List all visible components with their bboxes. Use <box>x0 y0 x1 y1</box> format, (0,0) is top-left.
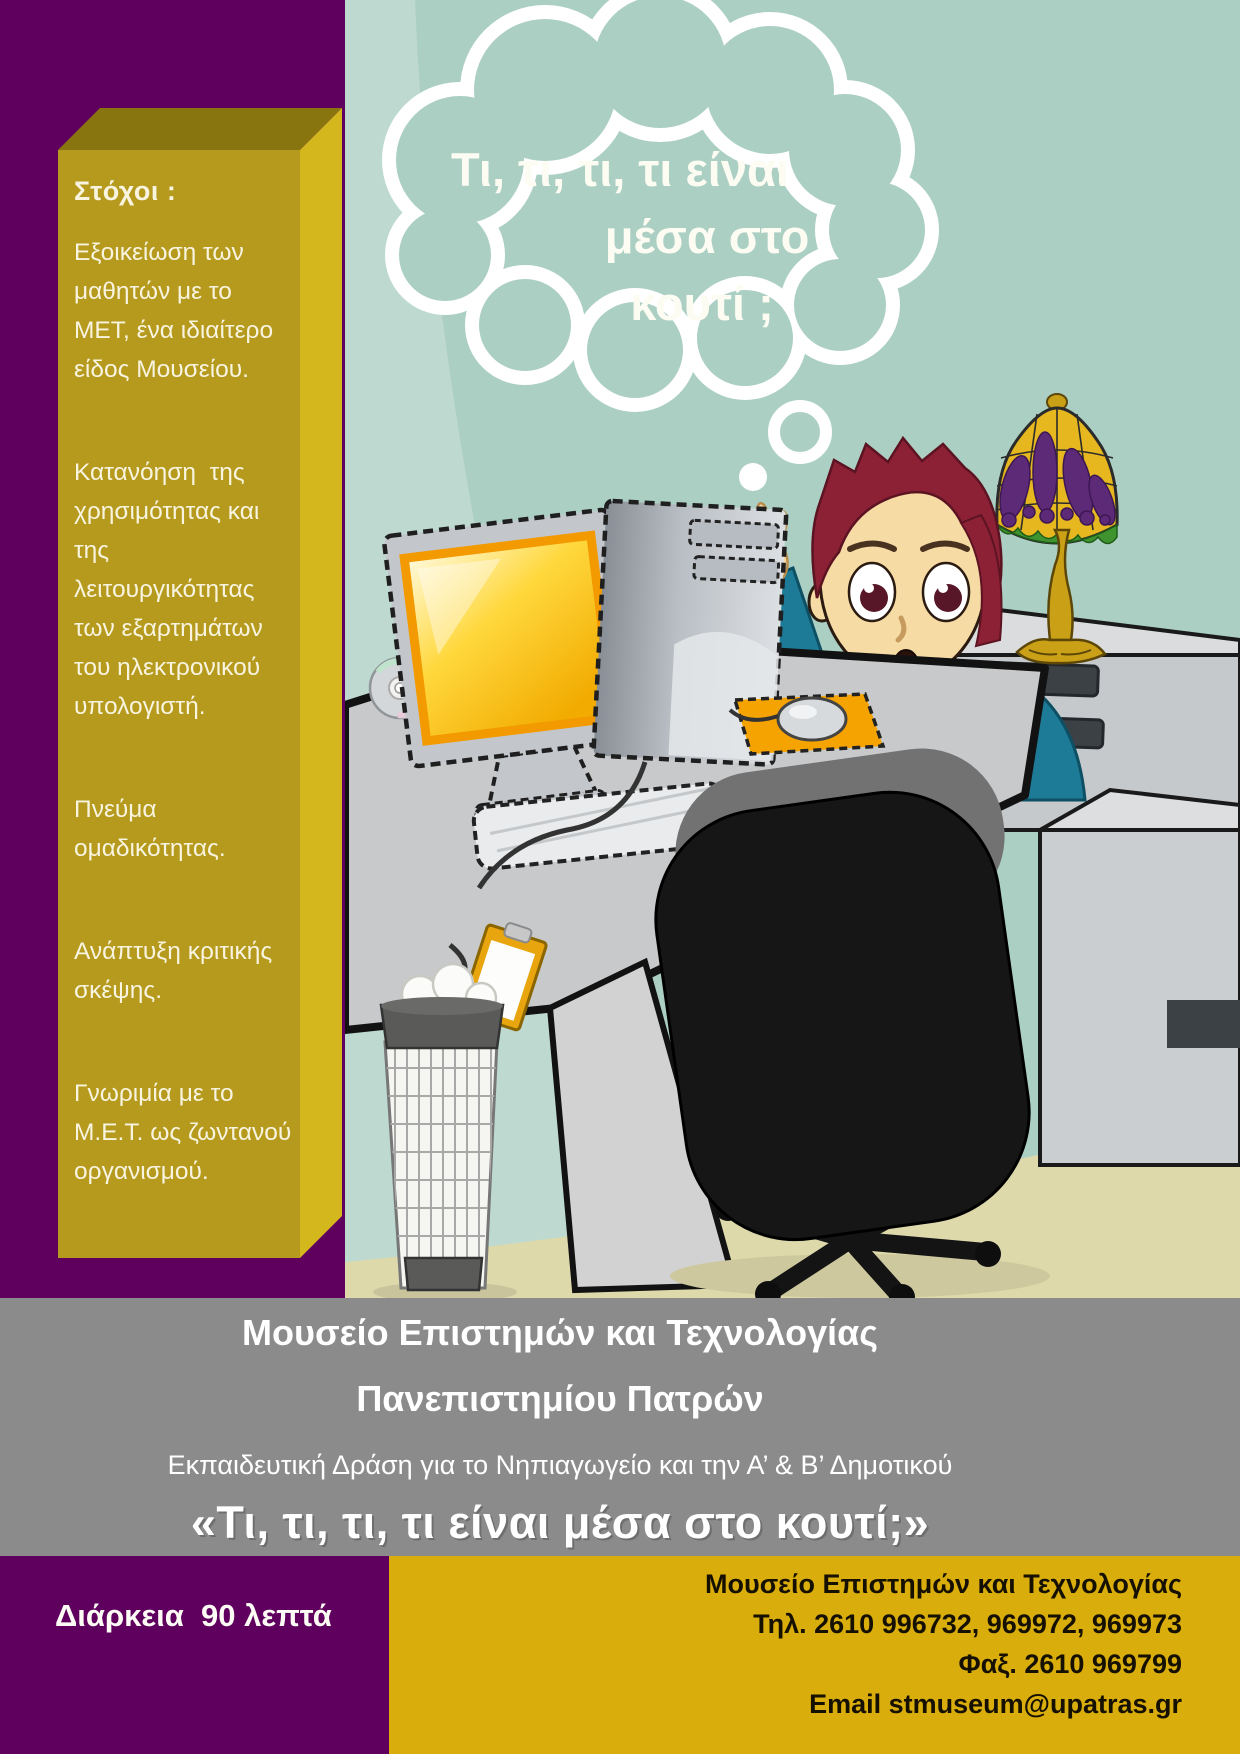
bubble-line-1: Τι, τι, τι, τι είναι <box>451 143 789 196</box>
objective-item: Ανάπτυξη κριτικής σκέψης. <box>74 938 279 1004</box>
illustration <box>345 0 1240 1298</box>
tower-vent-slot <box>694 556 779 582</box>
bubble-line-3: κουτί ; <box>630 277 774 330</box>
banner-subtitle: Εκπαιδευτική Δράση για το Νηπιαγωγείο και την Α’ & Β’ Δημοτικού <box>167 1450 953 1480</box>
contact-phone: Τηλ. 2610 996732, 969972, 969973 <box>753 1609 1182 1639</box>
bubble-line-2: μέσα στο <box>604 210 810 263</box>
objectives-panel <box>58 150 304 1255</box>
museum-title-line2: Πανεπιστημίου Πατρών <box>356 1378 764 1419</box>
contact-email: Email stmuseum@upatras.gr <box>809 1689 1182 1719</box>
trash-rim-top <box>381 997 503 1015</box>
gold-box-side-face <box>300 108 342 1258</box>
activity-title: «Τι, τι, τι, τι είναι μέσα στο κουτί;» <box>190 1497 930 1548</box>
sidebar <box>0 0 345 1298</box>
tower-vent-slot <box>690 520 779 549</box>
objective-item: Γνωριμία με το Μ.Ε.Τ. ως ζωντανού οργανισμού. <box>74 1080 299 1185</box>
footer-contact-block <box>389 1556 1240 1754</box>
trash-bottom-band <box>405 1258 482 1290</box>
lower-unit-handle-slot <box>1167 1000 1240 1048</box>
objectives-heading: Στόχοι : <box>74 176 177 206</box>
duration-label: Διάρκεια 90 λεπτά <box>55 1598 332 1633</box>
museum-title-line1: Μουσείο Επιστημών και Τεχνολογίας <box>242 1312 878 1353</box>
contact-fax: Φαξ. 2610 969799 <box>958 1649 1182 1679</box>
contact-name: Μουσείο Επιστημών και Τεχνολογίας <box>705 1569 1182 1599</box>
objective-item: Κατανόηση της χρησιμότητας και της λειτουργικότητας των εξαρτημάτων του ηλεκτρονικού υπολογιστή. <box>74 459 270 720</box>
mouse <box>778 698 846 740</box>
banner <box>0 1298 1240 1556</box>
gold-box-top-face <box>58 108 342 150</box>
chair-back <box>642 778 1044 1254</box>
lower-unit-front <box>1040 830 1240 1165</box>
bubble-trail-dot <box>739 463 767 491</box>
mouse-highlight <box>789 705 817 719</box>
trash-body <box>385 1042 497 1288</box>
footer-duration-block <box>0 1556 389 1754</box>
objective-item: Πνεύμα ομαδικότητας. <box>74 796 226 862</box>
objective-item: Εξοικείωση των μαθητών με το ΜΕΤ, ένα ιδιαίτερο είδος Μουσείου. <box>74 239 280 383</box>
